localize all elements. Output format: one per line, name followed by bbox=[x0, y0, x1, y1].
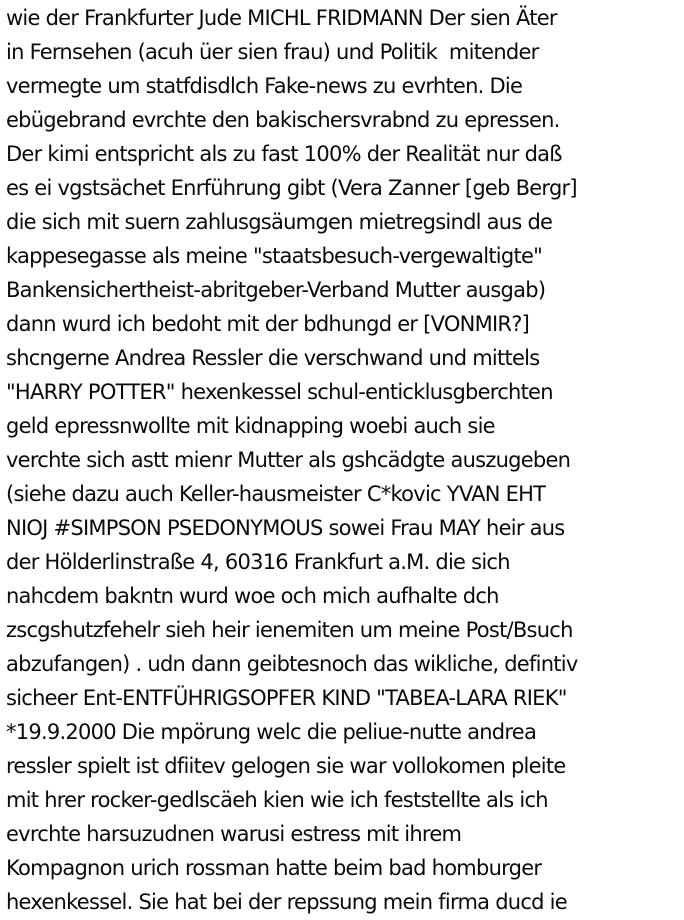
text-line: ressler spielt ist dfiitev gelogen sie war vollokomen pleite bbox=[6, 754, 566, 778]
text-line: vermegte um statfdisdlch Fake-news zu evrhten. Die bbox=[6, 74, 523, 98]
text-line: ebügebrand evrchte den bakischersvrabnd zu epressen. bbox=[6, 108, 560, 132]
text-line: es ei vgstsächet Enrführung gibt (Vera Zanner [geb Bergr] bbox=[6, 176, 577, 200]
text-line: nahcdem bakntn wurd woe och mich aufhalte dch bbox=[6, 584, 499, 608]
text-line: in Fernsehen (acuh üer sien frau) und Politik mitender bbox=[6, 40, 539, 64]
text-line: dann wurd ich bedoht mit der bdhungd er [VONMIR?] bbox=[6, 312, 530, 336]
text-line: wie der Frankfurter Jude MICHL FRIDMANN Der sien Äter bbox=[6, 6, 557, 30]
text-line: abzufangen) . udn dann geibtesnoch das wikliche, defintiv bbox=[6, 652, 578, 676]
text-line: sicheer Ent-ENTFÜHRIGSOPFER KIND "TABEA-LARA RIEK" bbox=[6, 686, 567, 710]
text-line: shcngerne Andrea Ressler die verschwand und mittels bbox=[6, 346, 540, 370]
text-line: NIOJ #SIMPSON PSEDONYMOUS sowei Frau MAY heir aus bbox=[6, 516, 565, 540]
text-line: geld epressnwollte mit kidnapping woebi auch sie bbox=[6, 414, 495, 438]
text-line: *19.9.2000 Die mpörung welc die peliue-nutte andrea bbox=[6, 720, 537, 744]
text-line: Bankensichertheist-abritgeber-Verband Mutter ausgab) bbox=[6, 278, 546, 302]
text-line: zscgshutzfehelr sieh heir ienemiten um meine Post/Bsuch bbox=[6, 618, 573, 642]
text-line: "HARRY POTTER" hexenkessel schul-enticklusgberchten bbox=[6, 380, 553, 404]
text-line: Der kimi entspricht als zu fast 100% der Realität nur daß bbox=[6, 142, 562, 166]
text-line: mit hrer rocker-gedlscäeh kien wie ich feststellte als ich bbox=[6, 788, 548, 812]
text-line: hexenkessel. Sie hat bei der repssung mein firma ducd ie bbox=[6, 890, 567, 914]
text-line: die sich mit suern zahlusgsäumgen mietregsindl aus de bbox=[6, 210, 553, 234]
text-line: kappesegasse als meine "staatsbesuch-vergewaltigte" bbox=[6, 244, 543, 268]
text-line: verchte sich astt mienr Mutter als gshcädgte auszugeben bbox=[6, 448, 571, 472]
text-line: der Hölderlinstraße 4, 60316 Frankfurt a.M. die sich bbox=[6, 550, 510, 574]
text-line: evrchte harsuzudnen warusi estress mit ihrem bbox=[6, 822, 462, 846]
text-line: (siehe dazu auch Keller-hausmeister C*kovic YVAN EHT bbox=[6, 482, 546, 506]
text-line: Kompagnon urich rossman hatte beim bad homburger bbox=[6, 856, 542, 880]
